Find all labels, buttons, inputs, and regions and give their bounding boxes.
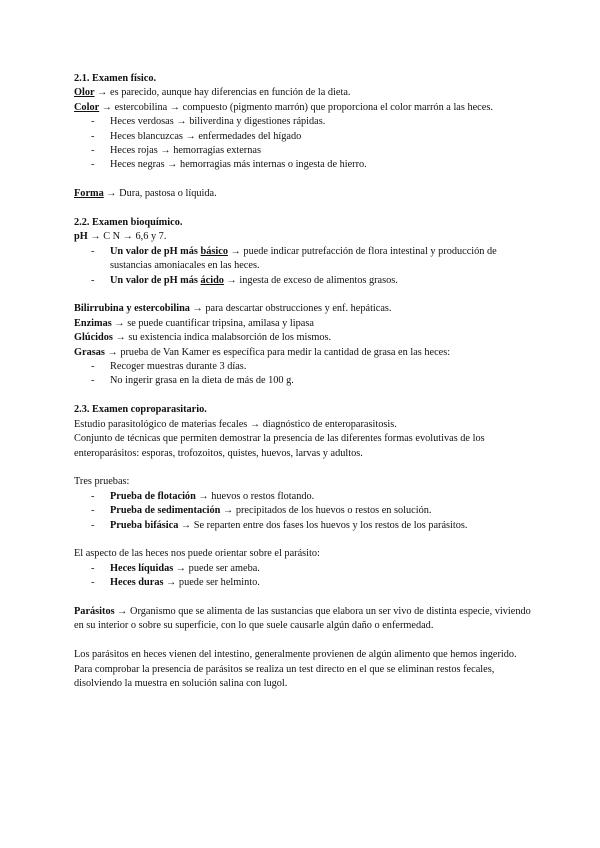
ph-line (74, 230, 534, 244)
list-item (74, 576, 534, 590)
list-item (74, 274, 534, 288)
final-paragraph: Los parásitos en heces vienen del intestino, generalmente provienen de algún alimento que hemos ingerido. Para comprobar la presencia de parásitos se realiza un test directo en el que se eliminan restos fecales, disolviendo la muestra en solución salina con lugol. (74, 649, 517, 689)
grasas-term: Grasas (74, 346, 105, 358)
tres-pruebas-label: Tres pruebas: (74, 476, 130, 488)
parasitos-text: → Organismo que se alimenta de las sustancias que elabora un ser vivo de distinta especie, viviendo en su interior o sobre su superficie, con lo que suele causarle algún daño o enfermedad. (74, 605, 531, 632)
bilirrubina-term: Bilirrubina y estercobilina (74, 303, 190, 315)
heces-liquidas-text: → puede ser ameba. (173, 562, 260, 574)
olor-line (74, 86, 534, 100)
section-heading-examen-coproparasitario: 2.3. Examen coproparasitario. (74, 404, 207, 416)
glucidos-text: → su existencia indica malabsorción de los mismos. (112, 332, 332, 344)
forma-line (74, 187, 534, 201)
glucidos-term: Glúcidos (74, 332, 113, 344)
list-item (74, 245, 514, 274)
heces-liquidas-term: Heces líquidas (110, 562, 174, 574)
ph-basico-term: básico (200, 245, 228, 257)
list-item: - Heces blancuzcas → enfermedades del hígado (74, 130, 534, 144)
glucidos-line (74, 331, 534, 345)
bilirrubina-text: → para descartar obstrucciones y enf. hepáticas. (189, 303, 392, 315)
estudio-paragraph: Estudio parasitológico de materias fecales → diagnóstico de enteroparasitosis. (74, 418, 397, 430)
olor-text: → es parecido, aunque hay diferencias en función de la dieta. (94, 87, 351, 99)
enzimas-line (74, 317, 534, 331)
list-item: - Heces rojas → hemorragias externas (74, 144, 534, 158)
parasitos-paragraph (74, 605, 534, 634)
list-item: - Recoger muestras durante 3 días. (74, 360, 534, 374)
ph-acido-text: → ingesta de exceso de alimentos grasos. (223, 274, 398, 286)
grasas-bullet-list (74, 360, 534, 389)
grasas-line (74, 346, 534, 360)
color-bullet-list (74, 115, 534, 173)
color-line (74, 101, 534, 115)
prueba-bifasica-term: Prueba bifásica (110, 519, 179, 531)
prueba-sedimentacion-text: → precipitados de los huevos o restos en solución. (220, 505, 432, 517)
parasitos-term: Parásitos (74, 605, 115, 617)
list-item (74, 562, 534, 576)
color-term: Color (74, 101, 100, 113)
section-heading-examen-fisico: 2.1. Examen físico. (74, 73, 157, 84)
pruebas-list (74, 490, 534, 533)
prueba-flotacion-term: Prueba de flotación (110, 490, 196, 502)
list-item (74, 490, 534, 504)
ph-acido-pre: Un valor de pH más (110, 274, 201, 286)
heces-duras-text: → puede ser helminto. (163, 577, 260, 589)
list-item: - Heces negras → hemorragias más internas o ingesta de hierro. (74, 158, 534, 172)
aspecto-line: El aspecto de las heces nos puede orientar sobre el parásito: (74, 548, 320, 560)
list-item (74, 519, 534, 533)
prueba-bifasica-text: → Se reparten entre dos fases los huevos y los restos de los parásitos. (178, 519, 468, 531)
section-heading-examen-bioquimico: 2.2. Examen bioquímico. (74, 217, 183, 229)
ph-text: → C N → 6,6 y 7. (87, 231, 167, 243)
list-item (74, 504, 534, 518)
prueba-sedimentacion-term: Prueba de sedimentación (110, 505, 221, 517)
ph-term: pH (74, 231, 88, 243)
heces-duras-term: Heces duras (110, 577, 164, 589)
forma-text: → Dura, pastosa o líquida. (103, 188, 217, 200)
olor-term: Olor (74, 87, 95, 99)
ph-basico-pre: Un valor de pH más (110, 245, 201, 257)
ph-basico-text: → puede indicar putrefacción de flora intestinal y producción de sustancias amoniacales en las heces. (110, 245, 497, 272)
document-page (74, 72, 534, 691)
bilirrubina-line (74, 302, 534, 316)
grasas-text: → prueba de Van Kamer es específica para medir la cantidad de grasa en las heces: (104, 346, 451, 358)
list-item: - No ingerir grasa en la dieta de más de 100 g. (74, 374, 534, 388)
list-item: - Heces verdosas → biliverdina y digestiones rápidas. (74, 115, 534, 129)
conjunto-paragraph: Conjunto de técnicas que permiten demostrar la presencia de las diferentes formas evolutivas de los enteroparásitos: esporas, trofozoitos, quistes, huevos, larvas y adultos. (74, 433, 485, 459)
enzimas-term: Enzimas (74, 317, 112, 329)
prueba-flotacion-text: → huevos o restos flotando. (195, 490, 315, 502)
color-text: → estercobilina → compuesto (pigmento marrón) que proporciona el color marrón a las heces. (99, 101, 493, 113)
forma-term: Forma (74, 188, 104, 200)
enzimas-text: → se puede cuantificar tripsina, amilasa y lipasa (111, 317, 314, 329)
heces-list (74, 562, 534, 591)
ph-bullet-list (74, 245, 534, 288)
ph-acido-term: ácido (200, 274, 224, 286)
